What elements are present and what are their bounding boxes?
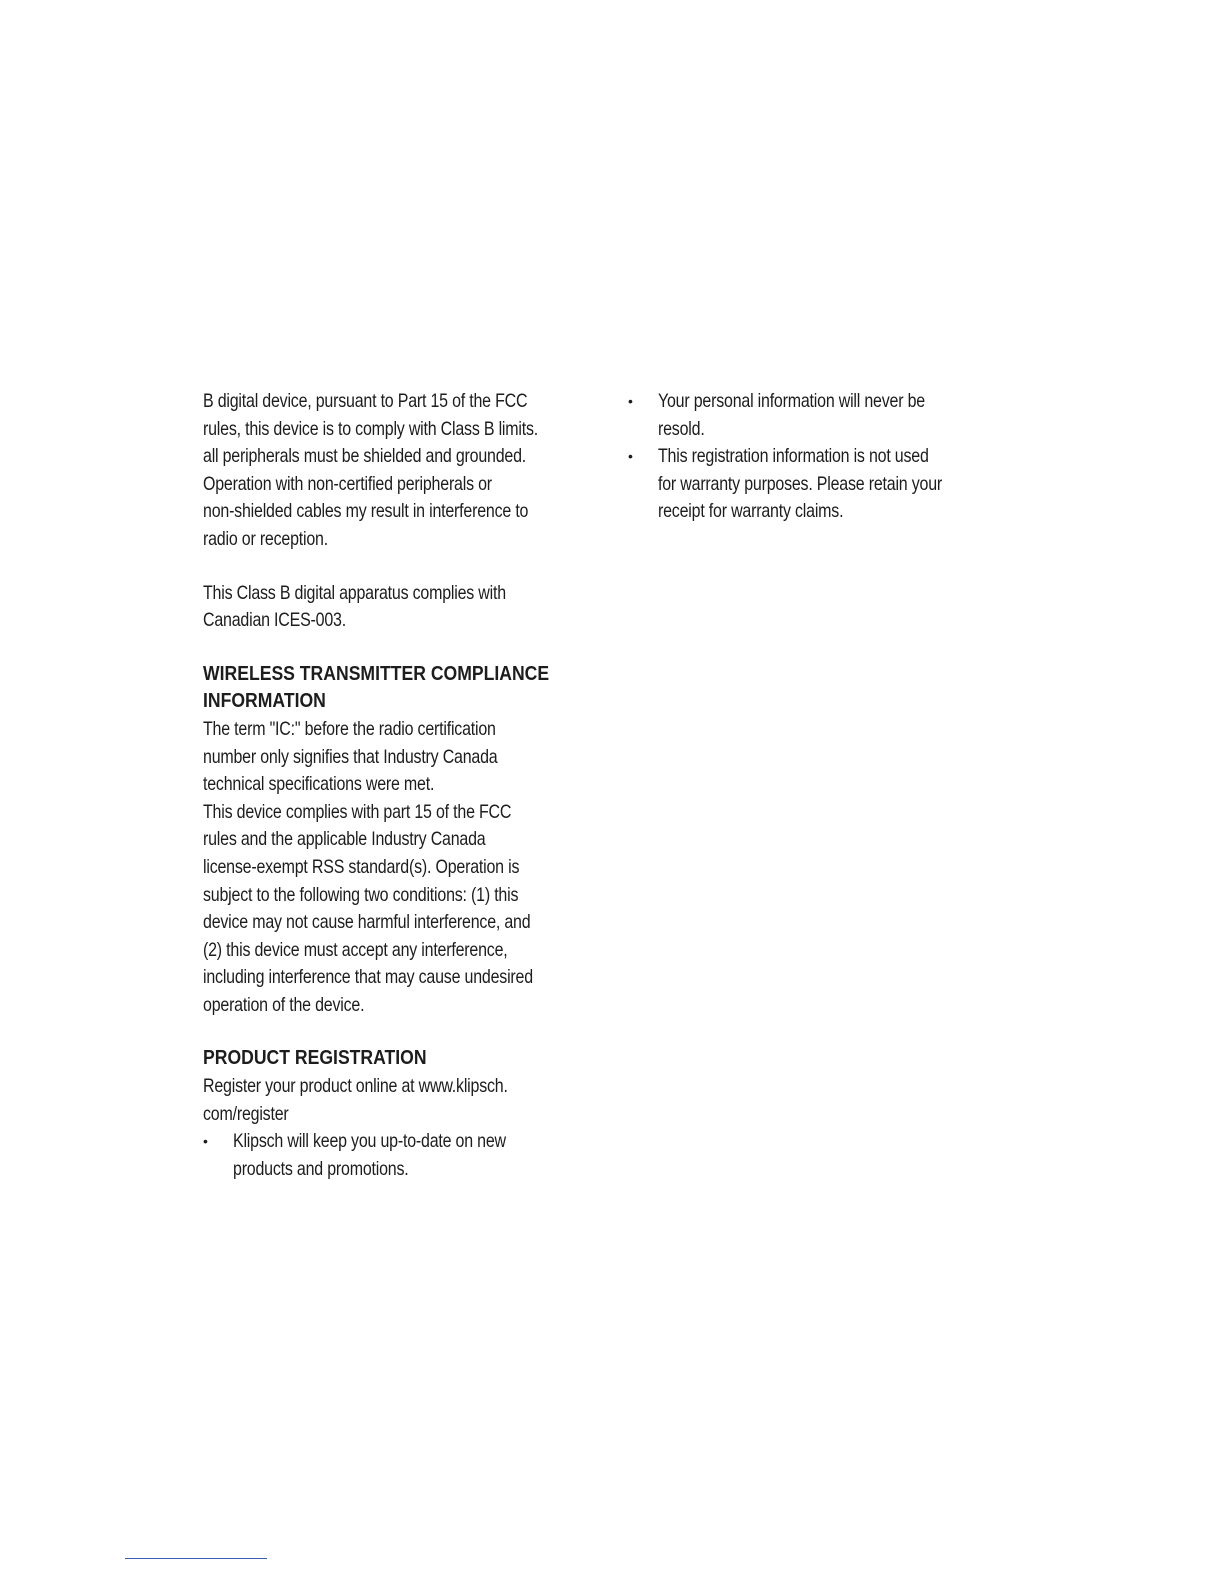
product-registration-body — [203, 1073, 603, 1183]
bullet-icon: • — [628, 448, 633, 465]
heading-line: INFORMATION — [203, 690, 326, 713]
text-line: Register your product online at www.klipsch. — [203, 1075, 508, 1098]
text-line: device may not cause harmful interference, and — [203, 911, 531, 934]
text-line: Operation with non-certified peripherals or — [203, 472, 492, 495]
text-line: rules and the applicable Industry Canada — [203, 828, 486, 851]
text-line: non-shielded cables my result in interference to — [203, 500, 529, 523]
wireless-compliance-body — [203, 716, 603, 1020]
text-line: (2) this device must accept any interference, — [203, 938, 508, 961]
text-line: products and promotions. — [233, 1157, 409, 1180]
registration-bullet-list — [203, 1128, 603, 1183]
heading-line: PRODUCT REGISTRATION — [203, 1047, 427, 1070]
text-line: technical specifications were met. — [203, 773, 435, 796]
list-item — [203, 1128, 603, 1183]
wireless-compliance-heading — [203, 661, 603, 716]
text-line: Canadian ICES-003. — [203, 609, 346, 632]
text-line: for warranty purposes. Please retain your — [658, 472, 943, 495]
right-column — [628, 388, 1008, 526]
bullet-icon: • — [203, 1133, 208, 1150]
text-line: number only signifies that Industry Canada — [203, 745, 498, 768]
text-line: B digital device, pursuant to Part 15 of the FCC — [203, 390, 528, 412]
text-line: including interference that may cause undesired — [203, 966, 533, 989]
text-line: com/register — [203, 1102, 289, 1125]
heading-line: WIRELESS TRANSMITTER COMPLIANCE — [203, 662, 550, 685]
bullet-icon: • — [628, 393, 633, 409]
text-line: receipt for warranty claims. — [658, 500, 844, 523]
fcc-class-b-paragraph — [203, 388, 603, 554]
list-item — [628, 443, 1008, 526]
text-line: resold. — [658, 417, 705, 440]
text-line: rules, this device is to comply with Class B limits. — [203, 417, 539, 440]
text-line: operation of the device. — [203, 993, 365, 1016]
text-line: Your personal information will never be — [658, 390, 925, 412]
list-item — [628, 388, 1008, 443]
text-line: license-exempt RSS standard(s). Operation is — [203, 855, 520, 878]
registration-bullet-list-continued — [628, 388, 1008, 526]
footer-rule — [125, 1558, 267, 1559]
text-line: The term "IC:" before the radio certification — [203, 717, 496, 740]
ices-paragraph — [203, 580, 603, 635]
text-line: Klipsch will keep you up-to-date on new — [233, 1130, 506, 1153]
text-line: radio or reception. — [203, 527, 328, 550]
text-line: This registration information is not used — [658, 445, 929, 468]
product-registration-heading — [203, 1045, 603, 1073]
text-line: This device complies with part 15 of the FCC — [203, 800, 512, 823]
text-line: all peripherals must be shielded and grounded. — [203, 445, 527, 468]
left-column — [203, 388, 603, 1183]
text-line: subject to the following two conditions: (1) this — [203, 883, 519, 906]
text-line: This Class B digital apparatus complies with — [203, 581, 506, 604]
